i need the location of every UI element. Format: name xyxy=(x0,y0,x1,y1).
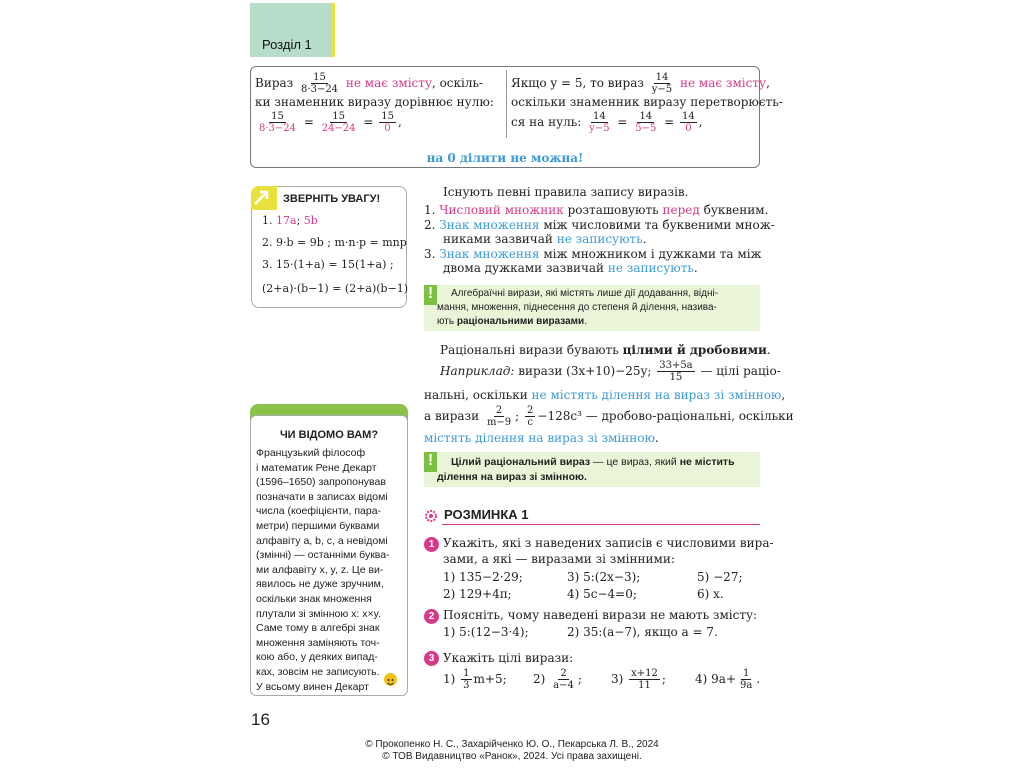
did-you-know-line: числа (коефіцієнти, пара- xyxy=(256,505,382,518)
example-right: Якщо y = 5, то вираз $\frac{14}{y-5}$ не має змісту, оскільки знаменник виразу перетворюєть- ся на нуль: $\frac{14}{y-5}$ = $\frac{14}{5-5}$ = $\frac{14}{0}$ , xyxy=(511,72,783,134)
question-number: 1 xyxy=(424,537,439,552)
copyright: © Прокопенко Н. С., Захарійченко Ю. О., Пекарська Л. В., 2024 © ТОВ Видавництво «Ранок», 2024. Усі права захищені. xyxy=(365,739,659,762)
fraction: $\frac{15}{8\cdot 3-24}$ xyxy=(259,111,297,134)
did-you-know-text xyxy=(256,446,404,694)
question-number: 2 xyxy=(424,609,439,624)
chapter-label: Розділ 1 xyxy=(262,37,312,52)
text: Вираз xyxy=(255,76,294,90)
question-number: 3 xyxy=(424,651,439,666)
did-you-know-title: ЧИ ВІДОМО ВАМ? xyxy=(279,429,379,441)
exclamation-icon: ! xyxy=(424,452,437,472)
did-you-know-line: метри) першими буквами xyxy=(256,519,380,532)
gear-icon xyxy=(424,508,438,522)
fraction: $\frac{15}{0}$ xyxy=(381,111,394,134)
did-you-know-line: алфавіту a, b, c, а невідомі xyxy=(256,534,388,547)
question-2: Поясніть, чому наведені вирази не мають змісту: 1) 5:(12−3·4); 2) 35:(a−7), якщо a = 7. xyxy=(443,608,758,639)
did-you-know-line: У всьому винен Декарт xyxy=(256,680,369,693)
page-number: 16 xyxy=(251,710,270,729)
did-you-know-line: множення заміняють точ- xyxy=(256,636,380,649)
text: , xyxy=(766,76,770,90)
warmup-rule xyxy=(442,524,760,525)
did-you-know-line: Саме тому в алгебрі знак xyxy=(256,622,380,635)
did-you-know-line: Французький філософ xyxy=(256,447,366,459)
fraction: $\frac{2}{m-9}$ xyxy=(486,405,512,428)
question-3: Укажіть цілі вирази: xyxy=(443,651,574,665)
fraction: $\frac{14}{5-5}$ xyxy=(635,111,657,134)
fraction: $\frac{14}{0}$ xyxy=(682,111,695,134)
definition-text-2: Цілий раціональний вираз — це вираз, який не містить ділення на вираз зі змінною. xyxy=(437,456,735,483)
example-box-divider xyxy=(506,70,507,138)
text: , оскіль- xyxy=(431,76,484,90)
text: ки знаменник виразу дорівнює нулю: xyxy=(255,95,494,109)
fraction: $\frac{15}{24-24}$ xyxy=(321,111,356,134)
text: ся на нуль: xyxy=(511,115,582,129)
attention-list: 1. 17a; 5b 2. 9·b = 9b ; m·n·p = mnp 3. 15·(1+a) = 15(1+a) ; (2+a)·(b−1) = (2+a)(b−1) xyxy=(262,214,409,295)
did-you-know-line: явилось не дуже зручним, xyxy=(256,578,384,591)
did-you-know-line: (змінні) — останніми буква- xyxy=(256,549,390,562)
did-you-know-line: (1596–1650) запропонував xyxy=(256,476,386,489)
text: Якщо y = 5, то вираз xyxy=(511,76,644,90)
chapter-tab-stripe xyxy=(332,3,335,57)
rules-intro: Існують певні правила запису виразів. xyxy=(443,185,689,199)
question-1-options: 1) 135−2·29; 3) 5:(2x−3); 5) −27; 2) 129+4π; 4) 5c−4=0; 6) x. xyxy=(443,570,743,601)
did-you-know-line: ках, зовсім не записують. xyxy=(256,665,380,678)
attention-corner xyxy=(251,186,277,210)
smiley-icon xyxy=(384,673,397,686)
arrow-icon xyxy=(251,186,277,210)
exclamation-icon: ! xyxy=(424,285,437,305)
text: оскільки знаменник виразу перетворюєть- xyxy=(511,95,783,109)
fraction: $\frac{14}{y-5}$ xyxy=(651,72,673,95)
rational-intro: Раціональні вирази бувають цілими й дробовими. xyxy=(440,343,771,357)
example-footer: на 0 ділити не можна! xyxy=(426,151,584,165)
did-you-know-line: і математик Рене Декарт xyxy=(256,461,377,474)
question-3-options: 1) $\frac{1}{3}$ m+5; 2) $\frac{2}{a-4}$ ; 3) $\frac{x+12}{11}$ ; 4) 9a+ $\frac{1}{9a}$ . xyxy=(443,668,761,691)
fraction: $\frac{2}{c}$ xyxy=(527,405,534,428)
fraction: $\frac{33+5a}{15}$ xyxy=(659,360,693,383)
rules-list: 1. Числовий множник розташовують перед буквеним. 2. Знак множення між числовими та буквеними множ- никами зазвичай не записують. 3. Знак множення між множником і дужками та між двома дужками зазвичай не записують. xyxy=(424,203,775,275)
did-you-know-line: позначати в записах відомі xyxy=(256,490,388,503)
question-1: Укажіть, які з наведених записів є числовими вира- зами, а які — виразами зі змінними: xyxy=(443,536,774,566)
definition-text: Алгебраїчні вирази, які містять лише дії додавання, відні- мання, множення, піднесення до степеня й ділення, назива- ють раціональними виразами. xyxy=(437,288,719,327)
example-left: Вираз $\frac{15}{8\cdot 3-24}$ не має змісту, оскіль- ки знаменник виразу дорівнює нулю: $\frac{15}{8\cdot 3-24}$ = $\frac{15}{24-24}$ = $\frac{15}{0}$ , xyxy=(255,72,503,134)
did-you-know-line: плутали зі змінною x: x×y. xyxy=(256,607,382,620)
fraction: $\frac{15}{8\cdot 3-24}$ xyxy=(301,72,339,95)
did-you-know-line: ми алфавіту x, y, z. Це ви- xyxy=(256,563,384,576)
warmup-title: РОЗМИНКА 1 xyxy=(444,507,529,522)
did-you-know-line: кою або, у деяких випад- xyxy=(256,651,378,664)
fraction: $\frac{14}{y-5}$ xyxy=(589,111,610,134)
attention-title: ЗВЕРНІТЬ УВАГУ! xyxy=(283,193,381,205)
did-you-know-line: оскільки знак множення xyxy=(256,592,372,605)
rational-examples: Наприклад: вирази (3x+10)−25y; $\frac{33+5a}{15}$ — цілі раціо- нальні, оскільки не містять ділення на вираз зі змінною, а вирази $\frac{2}{m-9}$ ; $\frac{2}{c}$ −128c³ — дробово-раціональні, оскільки містять ділення на вираз зі змінною. xyxy=(424,360,794,445)
highlight: не має змісту xyxy=(679,76,767,90)
highlight: не має змісту xyxy=(345,76,432,90)
